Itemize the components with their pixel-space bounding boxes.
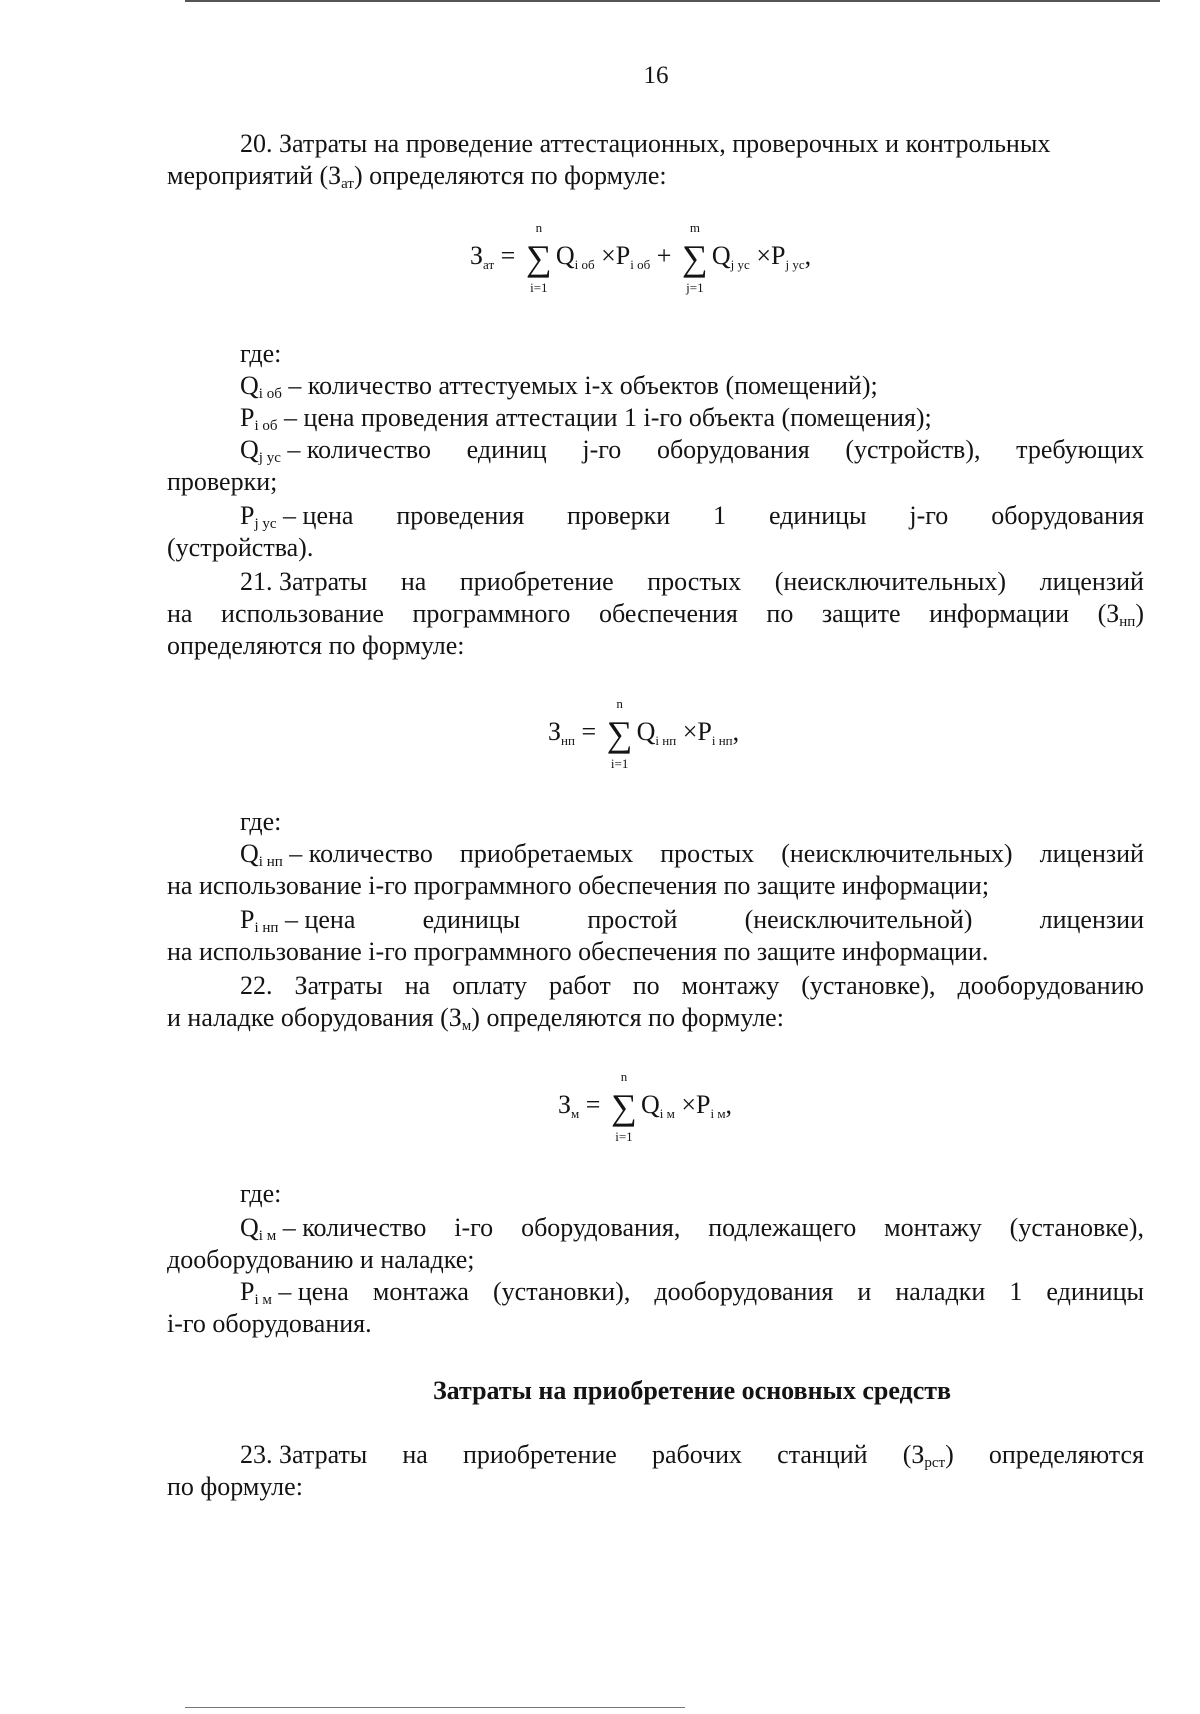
p22-where: где: (240, 1179, 282, 1208)
sum-symbol-4: n ∑ i=1 (611, 1069, 637, 1144)
p20-line-2: мероприятий $(З_{ат})$ определяются по формуле: (167, 161, 667, 192)
p21-line-2: на использование программного обеспечения по защите информации $(З_{нп})$ (167, 599, 1144, 630)
bottom-border-line (185, 1707, 685, 1708)
section-heading: Затраты на приобретение основных средств (432, 1376, 952, 1405)
p21-def-p-np: $P_{i нп}$ – цена единицы простой (неисключительной) лицензии (240, 905, 1144, 936)
p20-def-q-us-cont: проверки; (167, 467, 278, 496)
p21-line-3: определяются по формуле: (167, 631, 465, 660)
p20-def-p-us-cont: (устройства). (167, 533, 314, 562)
p21-def-p-np-cont: на использование i-го программного обеспечения по защите информации. (167, 937, 989, 966)
p20-def-p-ob: $P_{i об}$ – цена проведения аттестации 1 i-го объекта (помещения); (240, 403, 932, 434)
top-border-line (185, 0, 1160, 2)
sum-symbol-1: n ∑ i=1 (525, 220, 552, 295)
p23-line-1: 23. Затраты на приобретение рабочих станций $(З_{рст})$ определяются (240, 1440, 1144, 1471)
sum-symbol-2: m ∑ j=1 (682, 220, 708, 295)
page-number: 16 (643, 62, 669, 89)
p21-where: где: (240, 807, 282, 836)
p21-def-q-np-cont: на использование i-го программного обеспечения по защите информации; (167, 871, 990, 900)
formula-z-at: Зат = n ∑ i=1 Qi об ×Pi об + m ∑ j=1 Qj ус ×Pj ус, (470, 220, 812, 295)
p21-def-q-np: $Q_{i нп}$ – количество приобретаемых простых (неисключительных) лицензий (240, 839, 1144, 870)
sum-symbol-3: n ∑ i=1 (606, 696, 633, 771)
p22-line-2: и наладке оборудования $(З_м)$ определяются по формуле: (167, 1003, 784, 1034)
p20-where: где: (240, 339, 282, 368)
p22-def-p-m-cont: i-го оборудования. (167, 1309, 372, 1338)
formula-z-np: Знп = n ∑ i=1 Qi нп ×Pi нп, (548, 696, 740, 771)
p20-def-p-us: $P_{j ус}$ – цена проведения проверки 1 единицы j-го оборудования (240, 501, 1144, 532)
p22-def-q-m-cont: дооборудованию и наладке; (167, 1245, 475, 1274)
p22-def-q-m: $Q_{i м}$ – количество i-го оборудования, подлежащего монтажу (установке), (240, 1213, 1144, 1244)
formula-z-m: Зм = n ∑ i=1 Qi м ×Pi м, (558, 1069, 733, 1144)
p20-line-1: 20. Затраты на проведение аттестационных, проверочных и контрольных (240, 129, 1051, 158)
p20-def-q-ob: $Q_{i об}$ – количество аттестуемых i-х объектов (помещений); (240, 371, 878, 402)
p20-def-q-us: $Q_{j ус}$ – количество единиц j-го оборудования (устройств), требующих (240, 435, 1144, 466)
p22-def-p-m: $P_{i м}$ – цена монтажа (установки), дооборудования и наладки 1 единицы (240, 1277, 1144, 1308)
p23-line-2: по формуле: (167, 1472, 303, 1501)
p22-line-1: 22. Затраты на оплату работ по монтажу (установке), дооборудованию (240, 971, 1144, 1000)
p21-line-1: 21. Затраты на приобретение простых (неисключительных) лицензий (240, 567, 1144, 596)
